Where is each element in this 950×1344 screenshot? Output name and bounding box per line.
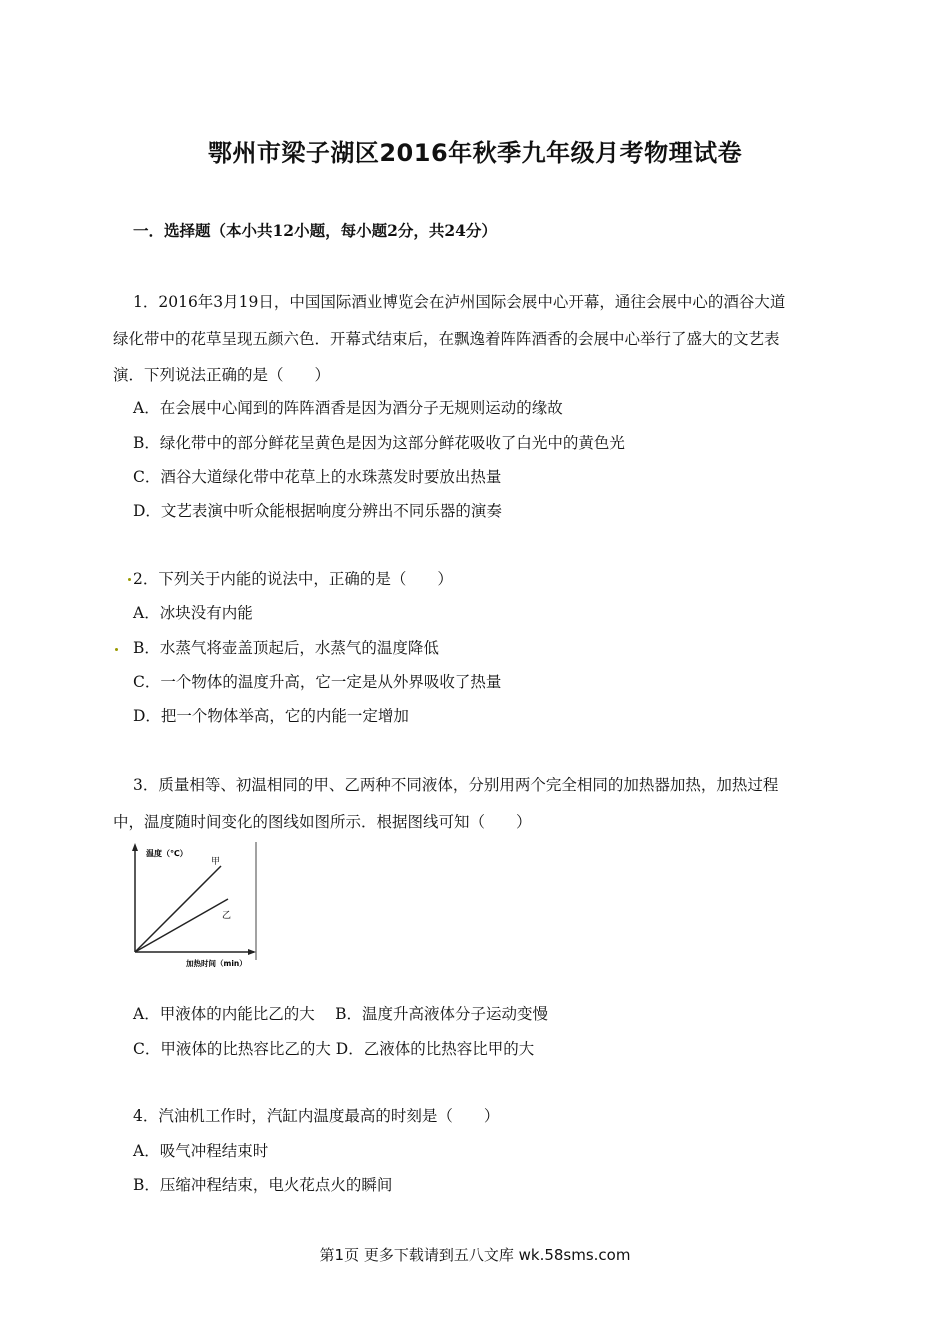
line-yi-label: 乙 [222,911,232,921]
q2-option-d: D．把一个物体举高，它的内能一定增加 [133,707,409,725]
line-jia-label: 甲 [211,857,221,867]
x-axis-label: 加热时间（min） [186,959,247,968]
q1-stem-line-2: 绿化带中的花草呈现五颜六色．开幕式结束后，在飘逸着阵阵酒香的会展中心举行了盛大的文艺表 [113,330,780,348]
scan-dot [128,578,131,581]
page-title: 鄂州市梁子湖区2016年秋季九年级月考物理试卷 [207,139,743,167]
q3-stem-line-2: 中，温度随时间变化的图线如图所示．根据图线可知（ ） [113,813,532,831]
q1-option-a: A．在会展中心闻到的阵阵酒香是因为酒分子无规则运动的缘故 [133,399,563,417]
y-axis-arrow [132,843,138,851]
q3-stem-line-1: 3．质量相等、初温相同的甲、乙两种不同液体，分别用两个完全相同的加热器加热，加热过程 [133,776,779,794]
scan-dot [115,648,118,651]
q2-option-c: C．一个物体的温度升高，它一定是从外界吸收了热量 [133,673,502,691]
q2-option-a: A．冰块没有内能 [133,604,253,622]
q4-option-b: B．压缩冲程结束，电火花点火的瞬间 [133,1176,393,1194]
q4-stem: 4．汽油机工作时，汽缸内温度最高的时刻是（ ） [133,1107,500,1125]
section-heading: 一．选择题（本小共12小题，每小题2分，共24分） [133,221,497,240]
q2-stem: 2．下列关于内能的说法中，正确的是（ ） [133,570,453,588]
y-axis-label: 温度（℃） [146,849,188,858]
q1-stem-line-1: 1．2016年3月19日，中国国际酒业博览会在泸州国际会展中心开幕，通往会展中心的酒谷大道 [133,293,786,311]
q1-option-b: B．绿化带中的部分鲜花呈黄色是因为这部分鲜花吸收了白光中的黄色光 [133,434,625,452]
q1-option-c: C．酒谷大道绿化带中花草上的水珠蒸发时要放出热量 [133,468,502,486]
q2-option-b: B．水蒸气将壶盖顶起后，水蒸气的温度降低 [133,639,439,657]
temperature-time-graph [128,842,260,970]
line-yi [135,899,228,952]
q1-stem-line-3: 演．下列说法正确的是（ ） [113,366,331,384]
page-footer: 第1页 更多下载请到五八文库 wk.58sms.com [319,1246,631,1264]
q3-options-row-1: A．甲液体的内能比乙的大 B．温度升高液体分子运动变慢 [133,1005,549,1023]
line-jia [135,866,221,952]
x-axis-arrow [248,949,256,955]
q1-option-d: D．文艺表演中听众能根据响度分辨出不同乐器的演奏 [133,502,502,520]
q4-option-a: A．吸气冲程结束时 [133,1142,269,1160]
q3-options-row-2: C．甲液体的比热容比乙的大 D．乙液体的比热容比甲的大 [133,1040,535,1058]
